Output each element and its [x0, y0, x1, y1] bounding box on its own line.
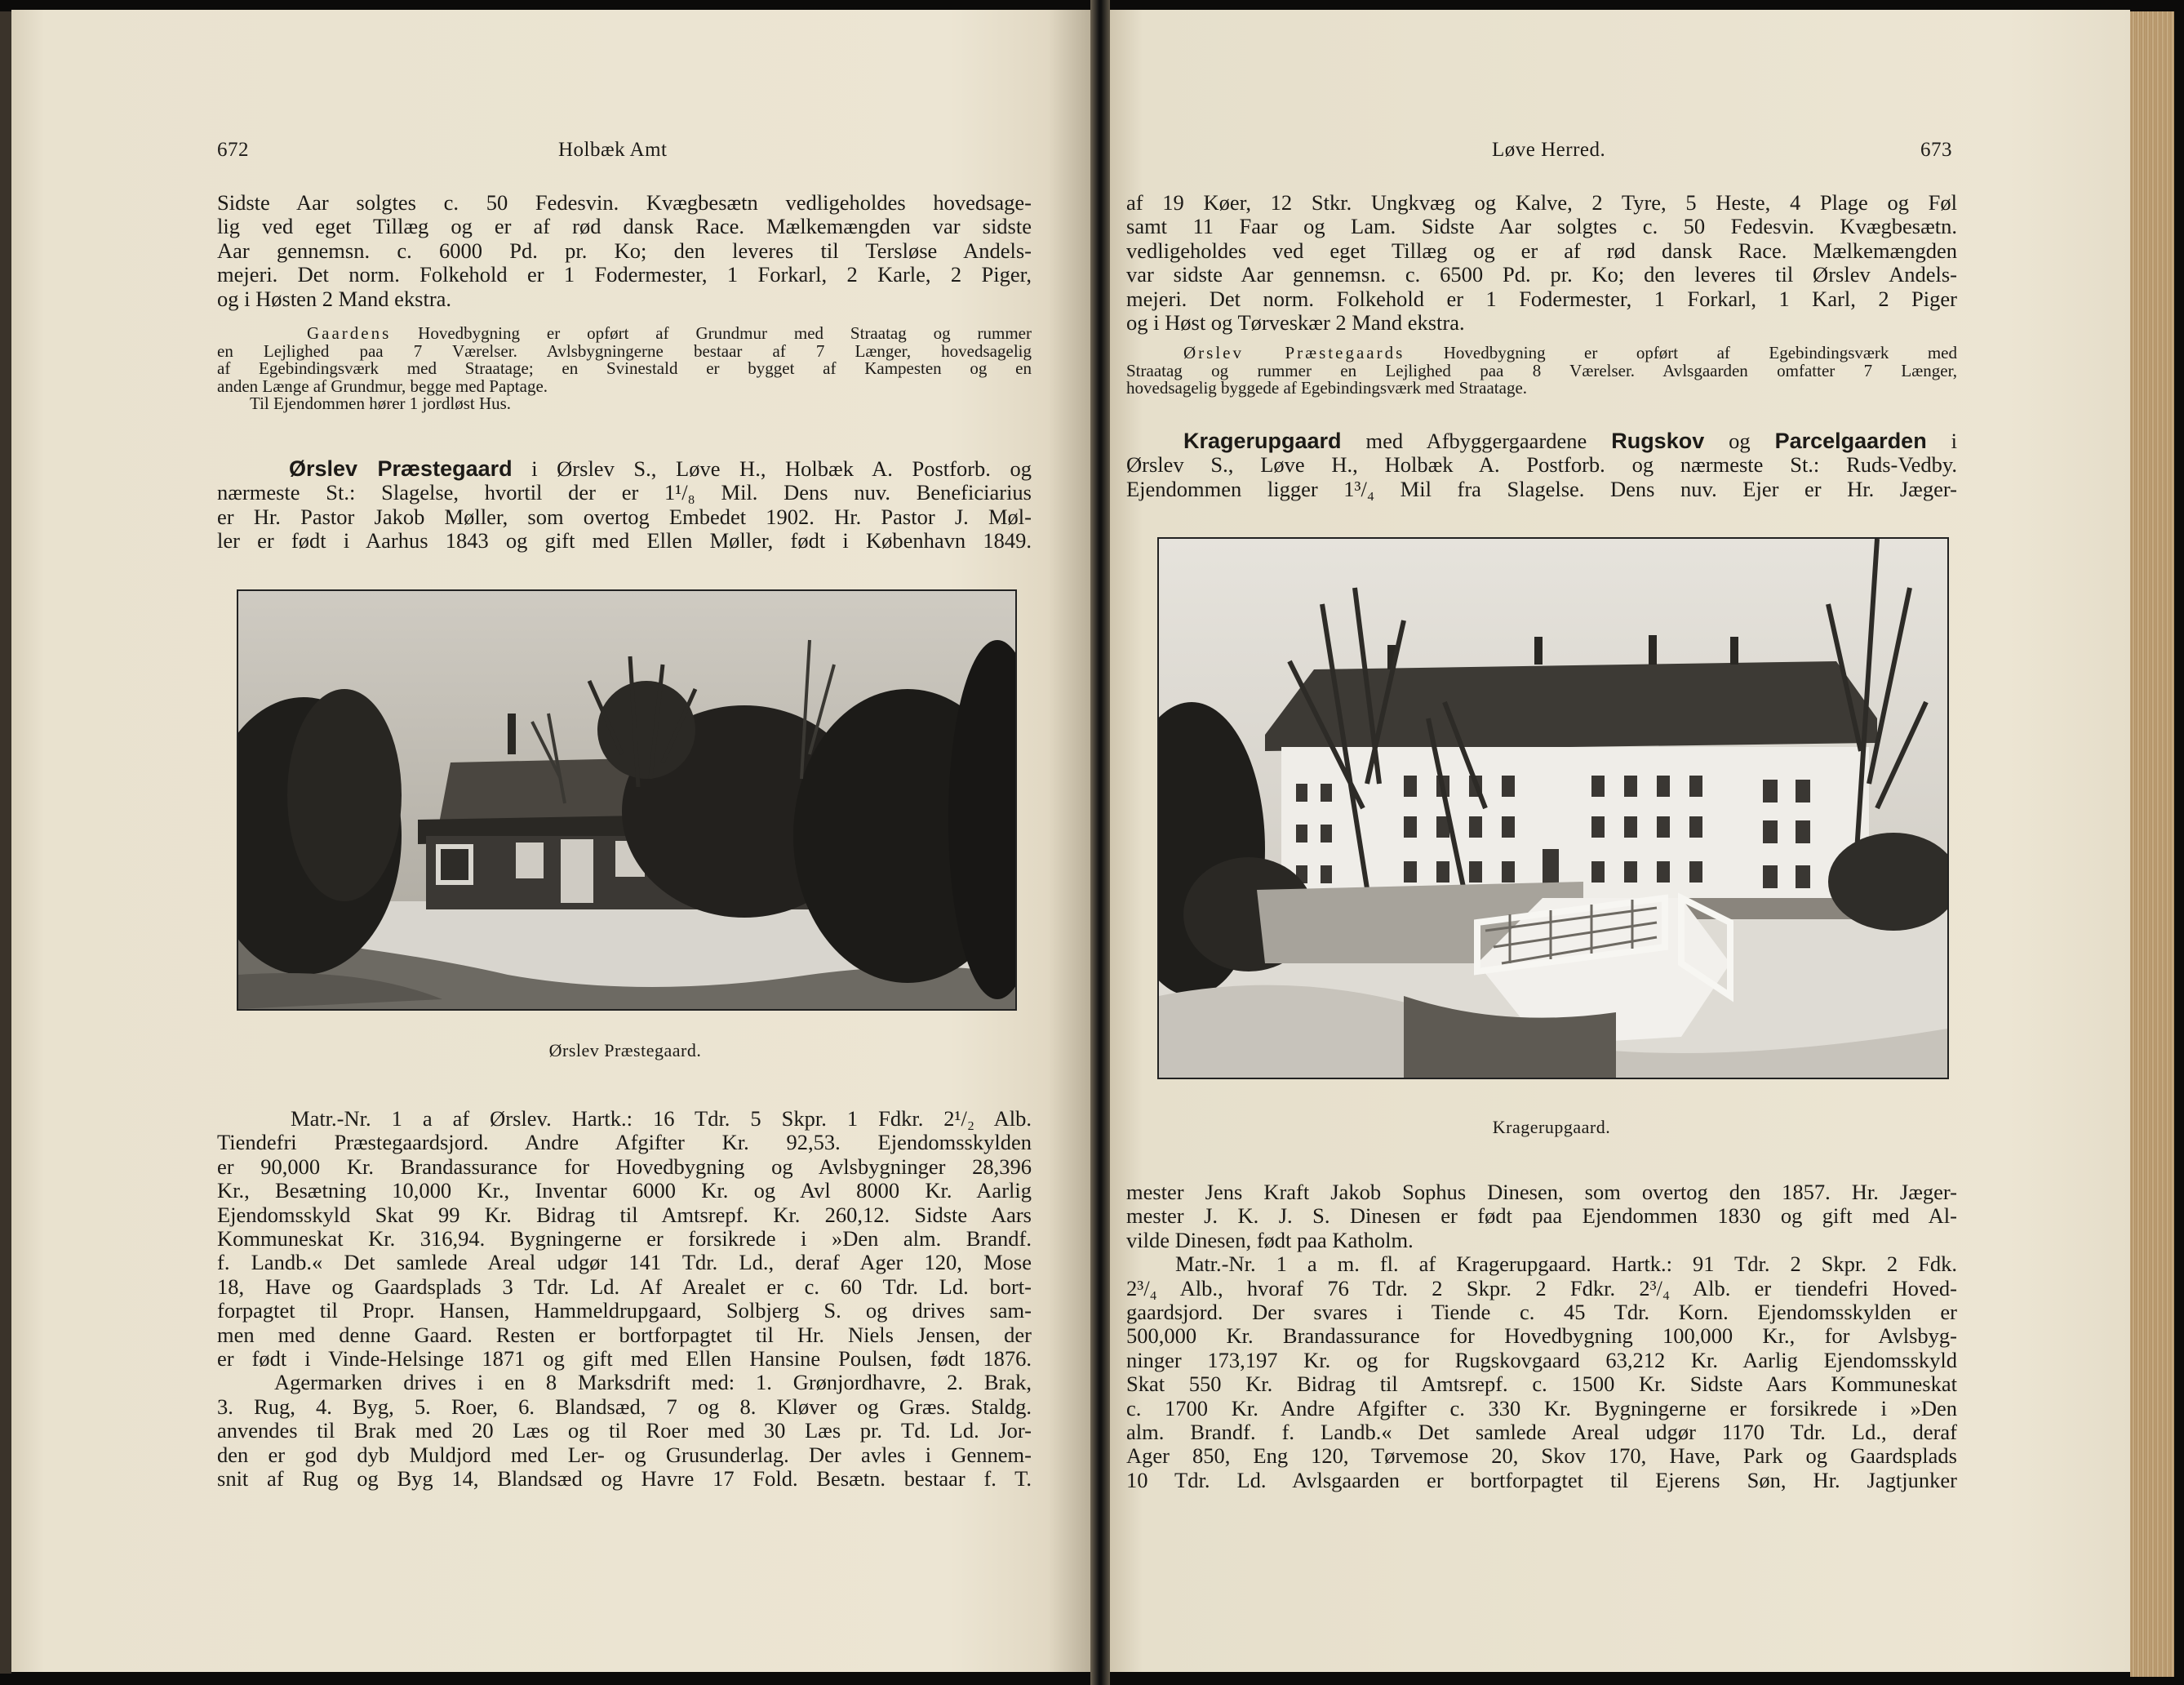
- text-line: Kr., Besætning 10,000 Kr., Inventar 6000 Kr. og Avl 8000 Kr. Aarlig: [217, 1178, 1032, 1203]
- text-line: den er god dyb Muldjord med Ler- og Grusunderlag. Der avles i Gennem-: [217, 1442, 1032, 1467]
- text-line: Matr.-Nr. 1 a af Ørslev. Hartk.: 16 Tdr. 5 Skpr. 1 Fdkr. 2¹/₂ Alb.: [291, 1106, 1032, 1131]
- photo-kragerupgaard: [1157, 537, 1949, 1079]
- spaced-word: Ørslev Præstegaards: [1183, 343, 1405, 362]
- photo-orslev-illustration: [238, 591, 1015, 1009]
- text-line: samt 11 Faar og Lam. Sidste Aar solgtes c. 50 Fedesvin. Kvægbesætn.: [1126, 214, 1957, 239]
- text-line: er 90,000 Kr. Brandassurance for Hovedbygning og Avlsbygninger 28,396: [217, 1154, 1032, 1179]
- right-page-number: 673: [1920, 139, 1952, 161]
- spaced-word: Gaardens: [307, 323, 392, 343]
- text-line: ler er født i Aarhus 1843 og gift med Ellen Møller, født i København 1849.: [217, 528, 1032, 554]
- text-line: Tiendefri Præstegaardsjord. Andre Afgifter Kr. 92,53. Ejendomsskylden: [217, 1130, 1032, 1155]
- text-line: var sidste Aar gennemsn. c. 6500 Pd. pr. Ko; den leveres til Ørslev Andels-: [1126, 262, 1957, 287]
- text-line: [217, 325, 1032, 343]
- text-line: er født i Vinde-Helsinge 1871 og gift med Ellen Hansine Poulsen, født 1876.: [217, 1346, 1032, 1372]
- text-line: anden Længe af Grundmur, begge med Paptage.: [217, 376, 548, 396]
- text-line: alm. Brandf. f. Landb.« Det samlede Areal udgør 1170 Tdr. Ld., deraf: [1126, 1420, 1957, 1445]
- text-line: af Egebindingsværk med Straatage; en Svinestald er bygget af Kampesten og en: [217, 358, 1032, 379]
- text-line: 2³/₄ Alb., hvoraf 76 Tdr. 2 Skpr. 2 Fdkr. 2³/₄ Alb. er tiendefri Hoved-: [1126, 1275, 1957, 1300]
- text-line: vedligeholdes ved eget Tillæg og er af rød dansk Race. Mælkemængden: [1126, 238, 1957, 263]
- left-book-edge: [0, 11, 11, 1674]
- text-line: men med denne Gaard. Resten er bortforpagtet til Hr. Niels Jensen, der: [217, 1322, 1032, 1347]
- text-line: og i Høst og Tørveskær 2 Mand ekstra.: [1126, 310, 1465, 336]
- text-line: mester J. K. J. S. Dinesen er født paa Ejendommen 1830 og gift med Al-: [1126, 1203, 1957, 1229]
- text-line: [1126, 429, 1957, 453]
- text-line: Matr.-Nr. 1 a m. fl. af Kragerupgaard. Hartk.: 91 Tdr. 2 Skpr. 2 Fdk.: [1175, 1252, 1957, 1277]
- text-fragment: i: [1926, 429, 1957, 453]
- text-line: Kommuneskat Kr. 316,94. Bygningerne er forsikrede i »Den alm. Brandf.: [217, 1226, 1032, 1252]
- text-line: Agermarken drives i en 8 Marksdrift med: 1. Grønjordhavre, 2. Brak,: [274, 1370, 1032, 1395]
- text-line: Ager 850, Eng 120, Tørvemose 20, Skov 170, Have, Park og Gaardsplads: [1126, 1443, 1957, 1469]
- text-line: snit af Rug og Byg 14, Blandsæd og Havre 17 Fold. Besætn. bestaar f. T.: [217, 1466, 1032, 1492]
- text-line: og i Høsten 2 Mand ekstra.: [217, 286, 452, 311]
- entry-heading-parcelgaarden: Parcelgaarden: [1774, 429, 1927, 453]
- text-line: Til Ejendommen hører 1 jordløst Hus.: [250, 393, 512, 414]
- photo-kragerupgaard-illustration: [1159, 539, 1947, 1078]
- entry-heading: Ørslev Præstegaard: [289, 456, 513, 481]
- text-line: vilde Dinesen, født paa Katholm.: [1126, 1227, 1414, 1252]
- text-line: Ejendommen ligger 1³/₄ Mil fra Slagelse. Dens nuv. Ejer er Hr. Jæger-: [1126, 476, 1957, 501]
- right-entry: [1126, 429, 1957, 501]
- text-line: c. 1700 Kr. Andre Afgifter c. 330 Kr. Bygningerne er forsikrede i »Den: [1126, 1395, 1957, 1420]
- left-small-paragraph: [217, 325, 1032, 413]
- text-line: lig ved eget Tillæg og er af rød dansk Race. Mælkemængden var sidste: [217, 214, 1032, 239]
- text-line: Straatag og rummer en Lejlighed paa 8 Værelser. Avlsgaarden omfatter 7 Længer,: [1126, 360, 1957, 380]
- right-top-paragraph: [1126, 191, 1957, 335]
- left-running-head: Holbæk Amt: [558, 139, 668, 161]
- text-line: forpagtet til Propr. Hansen, Hammeldrupgaard, Solbjerg S. og drives sam-: [217, 1298, 1032, 1323]
- text-line: hovedsagelig byggede af Egebindingsværk med Straatage.: [1126, 378, 1528, 398]
- text-line: Aar gennemsn. c. 6000 Pd. pr. Ko; den leveres til Tersløse Andels-: [217, 238, 1032, 263]
- text-line: ninger 173,197 Kr. og for Rugskovgaard 63,212 Kr. Aarlig Ejendomsskyld: [1126, 1347, 1957, 1372]
- photo-orslev-praestegaard: [237, 589, 1017, 1011]
- left-photo-caption: Ørslev Præstegaard.: [548, 1040, 702, 1060]
- text-fragment: og: [1704, 429, 1775, 453]
- text-line: en Lejlighed paa 7 Værelser. Avlsbygningerne bestaar af 7 Længer, hovedsagelig: [217, 340, 1032, 361]
- book-gutter: [1090, 0, 1110, 1685]
- text-line: af 19 Køer, 12 Stkr. Ungkvæg og Kalve, 2 Tyre, 5 Heste, 4 Plage og Føl: [1126, 190, 1957, 215]
- text-line: Sidste Aar solgtes c. 50 Fedesvin. Kvægbesætn vedligeholdes hovedsage-: [217, 190, 1032, 215]
- left-bottom-paragraph: [217, 1107, 1032, 1492]
- left-page-number: 672: [217, 139, 249, 161]
- book-page-edges: [2130, 11, 2174, 1677]
- text-line: gaardsjord. Der svares i Tiende c. 45 Tdr. Korn. Ejendomsskylden er: [1126, 1300, 1957, 1325]
- text-line: er Hr. Pastor Jakob Møller, som overtog Embedet 1902. Hr. Pastor J. Møl-: [217, 504, 1032, 529]
- text-line: mejeri. Det norm. Folkehold er 1 Fodermester, 1 Forkarl, 2 Karle, 2 Piger,: [217, 262, 1032, 287]
- text-line: [217, 457, 1032, 481]
- text-fragment: Hovedbygning er opført af Grundmur med Straatag og rummer: [391, 323, 1032, 343]
- text-line: 3. Rug, 4. Byg, 5. Roer, 6. Blandsæd, 7 og 8. Kløver og Græs. Staldg.: [217, 1394, 1032, 1419]
- right-small-paragraph: [1126, 345, 1957, 398]
- text-fragment: Hovedbygning er opført af Egebindingsværk med: [1405, 343, 1957, 362]
- text-line: f. Landb.« Det samlede Areal udgør 141 Tdr. Ld., deraf Ager 120, Mose: [217, 1250, 1032, 1275]
- text-line: Ørslev S., Løve H., Holbæk A. Postforb. og nærmeste St.: Ruds-Vedby.: [1126, 452, 1957, 478]
- right-page: [1110, 10, 2130, 1672]
- text-line: Skat 550 Kr. Bidrag til Amtsrepf. c. 1500 Kr. Sidste Aars Kommuneskat: [1126, 1372, 1957, 1397]
- text-line: 18, Have og Gaardsplads 3 Tdr. Ld. Af Arealet er c. 60 Tdr. Ld. bort-: [217, 1274, 1032, 1299]
- left-page: [11, 10, 1090, 1672]
- left-top-paragraph: [217, 191, 1032, 311]
- text-line: [1126, 345, 1957, 362]
- text-fragment: med Afbyggergaardene: [1341, 429, 1612, 453]
- text-line: mejeri. Det norm. Folkehold er 1 Fodermester, 1 Forkarl, 1 Karl, 2 Piger: [1126, 286, 1957, 311]
- right-photo-caption: Kragerupgaard.: [1492, 1117, 1611, 1137]
- text-line: mester Jens Kraft Jakob Sophus Dinesen, som overtog den 1857. Hr. Jæger-: [1126, 1180, 1957, 1204]
- text-line: nærmeste St.: Slagelse, hvortil der er 1¹/₈ Mil. Dens nuv. Beneficiarius: [217, 480, 1032, 505]
- right-bottom-paragraph: [1126, 1180, 1957, 1492]
- right-running-head: Løve Herred.: [1492, 139, 1606, 161]
- text-line: anvendes til Brak med 20 Læs og til Roer med 30 Læs pr. Td. Ld. Jor-: [217, 1418, 1032, 1443]
- text-line: 10 Tdr. Ld. Avlsgaarden er bortforpagtet til Ejerens Søn, Hr. Jagtjunker: [1126, 1467, 1957, 1492]
- left-entry: [217, 457, 1032, 554]
- entry-heading-rugskov: Rugskov: [1611, 429, 1705, 453]
- entry-heading-kragerupgaard: Kragerupgaard: [1183, 429, 1342, 453]
- text-line: 500,000 Kr. Brandassurance for Hovedbygning 100,000 Kr., for Avlsbyg-: [1126, 1323, 1957, 1349]
- text-line: Ejendomsskyld Skat 99 Kr. Bidrag til Amtsrepf. Kr. 260,12. Sidste Aars: [217, 1202, 1032, 1227]
- text-fragment: i Ørslev S., Løve H., Holbæk A. Postforb. og: [512, 456, 1032, 481]
